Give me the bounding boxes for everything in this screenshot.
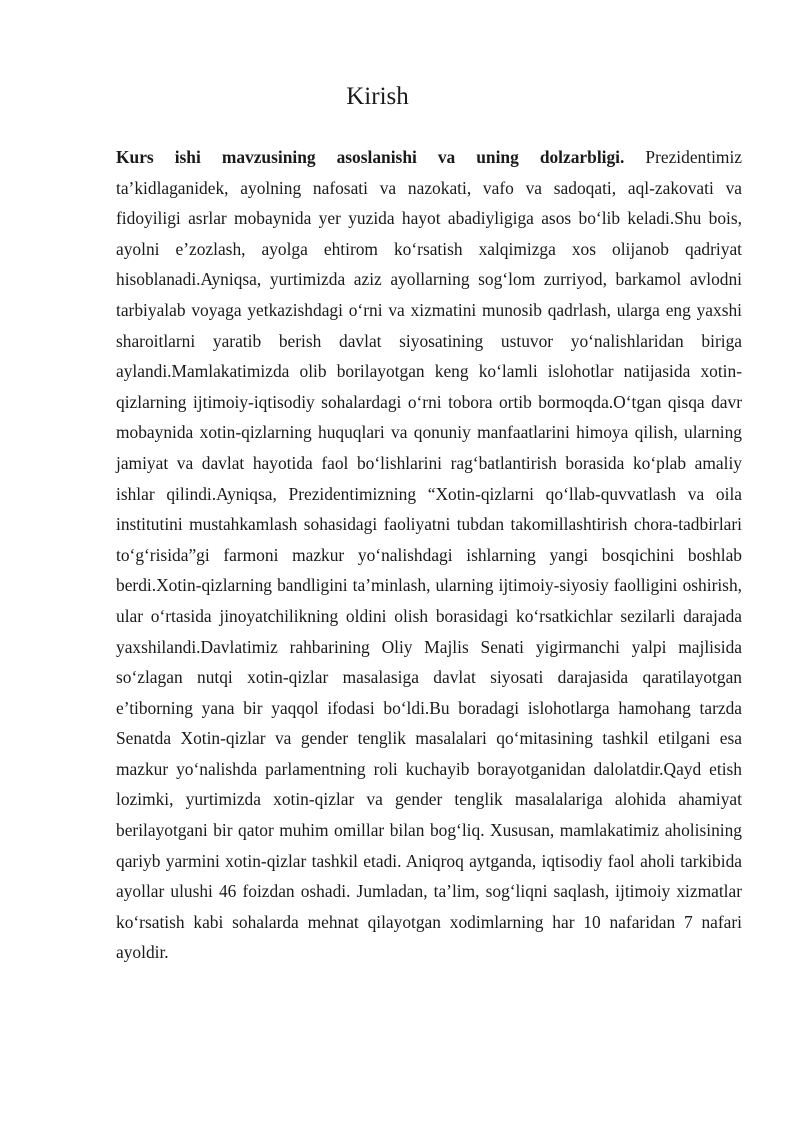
section-lead-heading: Kurs ishi mavzusining asoslanishi va uning dolzarbligi.: [116, 147, 625, 167]
paragraph-text: Prezidentimiz ta’kidlaganidek, ayolning nafosati va nazokati, vafo va sadoqati, aql-zakovati va fidoyiligi asrlar mobaynida yer yuzida hayot abadiyligiga asos bo‘lib keladi.Shu bois, ayolni e’zozlash, ayolga ehtirom ko‘rsatish xalqimizga xos olijanob qadriyat hisoblanadi.Ayniqsa, yurtimizda aziz ayollarning sog‘lom zurriyod, barkamol avlodni tarbiyalab voyaga yetkazishdagi o‘rni va xizmatini munosib qadrlash, ularga eng yaxshi sharoitlarni yaratib berish davlat siyosatining ustuvor yo‘nalishlaridan biriga aylandi.Mamlakatimizda olib borilayotgan keng ko‘lamli islohotlar natijasida xotin-qizlarning ijtimoiy-iqtisodiy sohalardagi o‘rni tobora ortib bormoqda.O‘tgan qisqa davr mobaynida xotin-qizlarning huquqlari va qonuniy manfaatlarini himoya qilish, ularning jamiyat va davlat hayotida faol bo‘lishlarini rag‘batlantirish borasida ko‘plab amaliy ishlar qilindi.Ayniqsa, Prezidentimizning “Xotin-qizlarni qo‘llab-quvvatlash va oila institutini mustahkamlash sohasidagi faoliyatni tubdan takomillashtirish chora-tadbirlari to‘g‘risida”gi farmoni mazkur yo‘nalishdagi ishlarning yangi bosqichini boshlab berdi.Xotin-qizlarning bandligini ta’minlash, ularning ijtimoiy-siyosiy faolligini oshirish, ular o‘rtasida jinoyatchilikning oldini olish borasidagi ko‘rsatkichlar sezilarli darajada yaxshilandi.Davlatimiz rahbarining Oliy Majlis Senati yigirmanchi yalpi majlisida so‘zlagan nutqi xotin-qizlar masalasiga davlat siyosati darajasida qaratilayotgan e’tiborning yana bir yaqqol ifodasi bo‘ldi.Bu boradagi islohotlarga hamohang tarzda Senatda Xotin-qizlar va gender tenglik masalalari qo‘mitasining tashkil etilgani esa mazkur yo‘nalishda parlamentning roli kuchayib borayotganidan dalolatdir.Qayd etish lozimki, yurtimizda xotin-qizlar va gender tenglik masalalariga alohida ahamiyat berilayotgani bir qator muhim omillar bilan bog‘liq. Xususan, mamlakatimiz aholisining qariyb yarmini xotin-qizlar tashkil etadi. Aniqroq aytganda, iqtisodiy faol aholi tarkibida ayollar ulushi 46 foizdan oshadi. Jumladan, ta’lim, sog‘liqni saqlash, ijtimoiy xizmatlar ko‘rsatish kabi sohalarda mehnat qilayotgan xodimlarning har 10 nafaridan 7 nafari ayoldir.: [116, 147, 742, 963]
page-title: Kirish: [346, 83, 409, 110]
body-paragraph: [116, 142, 742, 968]
